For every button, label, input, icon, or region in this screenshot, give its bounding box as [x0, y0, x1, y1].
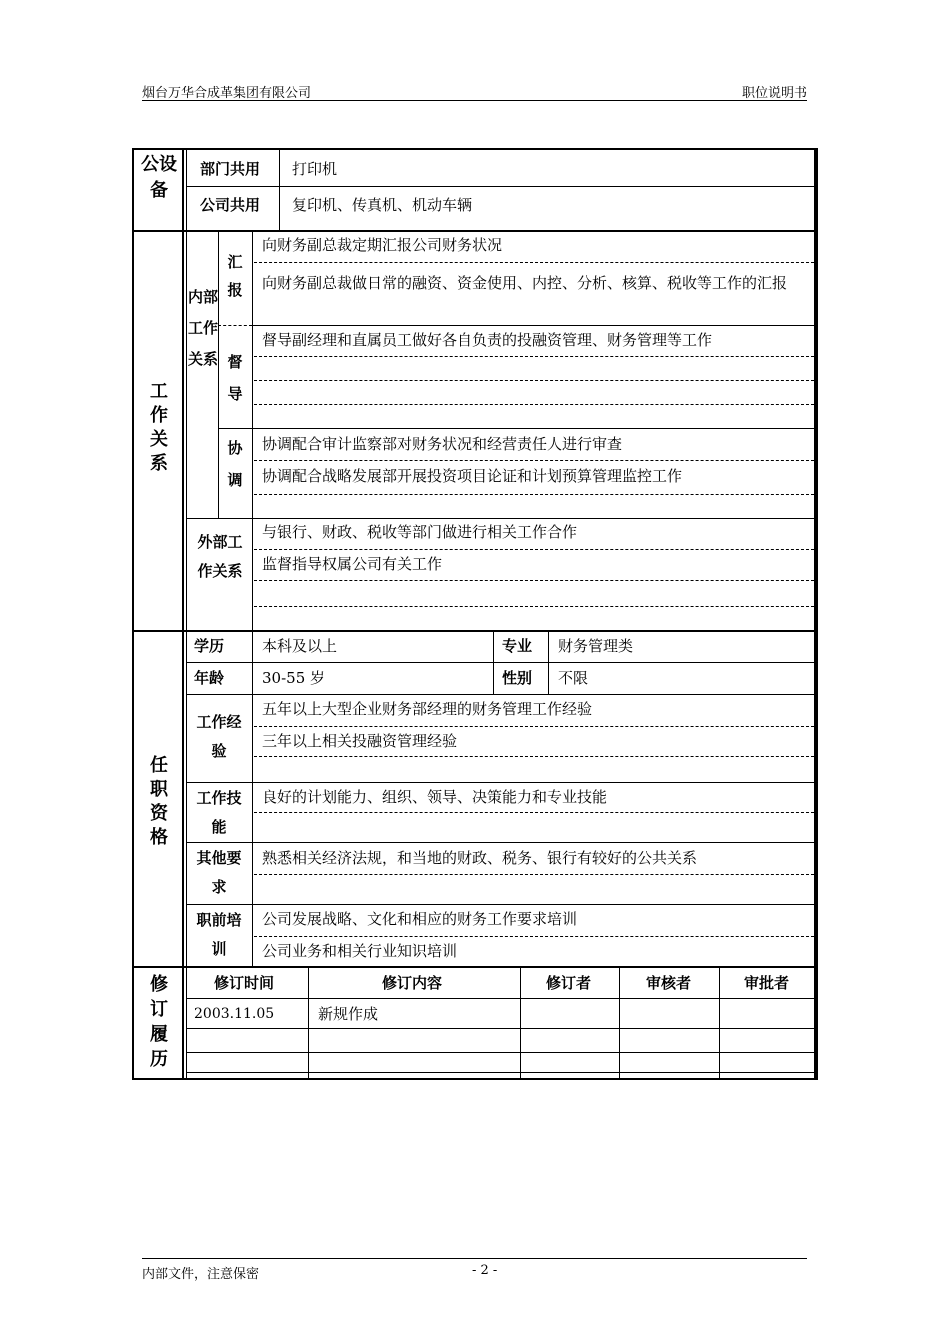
revision-row-date: 2003.11.05: [194, 1006, 275, 1022]
company-shared-label: 公司共用: [200, 196, 261, 214]
training-item-2: 公司业务和相关行业知识培训: [262, 942, 458, 960]
job-description-table: [132, 148, 818, 1080]
other-requirements-label: 其他要求: [196, 849, 242, 896]
revision-row-content: 新规作成: [318, 1005, 379, 1023]
coordinate-item-2: 协调配合战略发展部开展投资项目论证和计划预算管理监控工作: [262, 467, 683, 485]
report-item-1: 向财务副总裁定期汇报公司财务状况: [262, 236, 503, 254]
qualifications-section-label: 任职资格: [150, 755, 168, 848]
revision-header-checker: 审核者: [646, 974, 692, 992]
other-item-1: 熟悉相关经济法规，和当地的财政、税务、银行有较好的公共关系: [262, 849, 698, 867]
dept-shared-label: 部门共用: [200, 160, 261, 178]
revision-section-label: 修订履历: [150, 974, 168, 1070]
age-label: 年龄: [194, 669, 225, 687]
coordinate-label: 协调: [227, 439, 243, 489]
page-footer: [142, 1258, 807, 1282]
report-label: 汇报: [227, 253, 243, 299]
company-shared-value: 复印机、传真机、机动车辆: [292, 196, 473, 214]
report-item-2: 向财务副总裁做日常的融资、资金使用、内控、分析、核算、税收等工作的汇报: [262, 274, 788, 292]
relations-section-label: 工作关系: [150, 381, 168, 474]
page-header: [142, 82, 807, 101]
education-label: 学历: [194, 637, 225, 655]
major-label: 专业: [502, 637, 533, 655]
internal-relations-label: 内部工作关系: [188, 288, 219, 368]
gender-label: 性别: [502, 669, 533, 687]
supervise-label: 督导: [227, 353, 243, 403]
revision-header-content: 修订内容: [382, 974, 443, 992]
confidential-note: 内部文件，注意保密: [142, 1267, 260, 1282]
document-type: 职位说明书: [741, 86, 807, 101]
external-relations-label: 外部工作关系: [197, 533, 243, 580]
external-item-1: 与银行、财政、税收等部门做进行相关工作合作: [262, 523, 578, 541]
gender-value: 不限: [558, 669, 589, 687]
age-value: 30-55 岁: [262, 669, 326, 687]
coordinate-item-1: 协调配合审计监察部对财务状况和经营责任人进行审查: [262, 435, 623, 453]
revision-header-approver: 审批者: [744, 974, 790, 992]
experience-item-2: 三年以上相关投融资管理经验: [262, 732, 458, 750]
external-item-2: 监督指导权属公司有关工作: [262, 555, 443, 573]
skills-label: 工作技能: [196, 789, 242, 836]
education-value: 本科及以上: [262, 637, 338, 655]
revision-header-date: 修订时间: [214, 974, 275, 992]
equipment-section-label: 公设备: [141, 154, 177, 201]
experience-label: 工作经验: [196, 713, 242, 760]
experience-item-1: 五年以上大型企业财务部经理的财务管理工作经验: [262, 700, 593, 718]
supervise-item-1: 督导副经理和直属员工做好各自负责的投融资管理、财务管理等工作: [262, 331, 713, 349]
company-name: 烟台万华合成革集团有限公司: [142, 86, 312, 101]
dept-shared-value: 打印机: [292, 160, 338, 178]
training-label: 职前培训: [196, 911, 242, 958]
major-value: 财务管理类: [558, 637, 634, 655]
skills-item-1: 良好的计划能力、组织、领导、决策能力和专业技能: [262, 788, 608, 806]
revision-header-reviser: 修订者: [546, 974, 592, 992]
page-number: - 2 -: [472, 1263, 498, 1278]
training-item-1: 公司发展战略、文化和相应的财务工作要求培训: [262, 910, 578, 928]
